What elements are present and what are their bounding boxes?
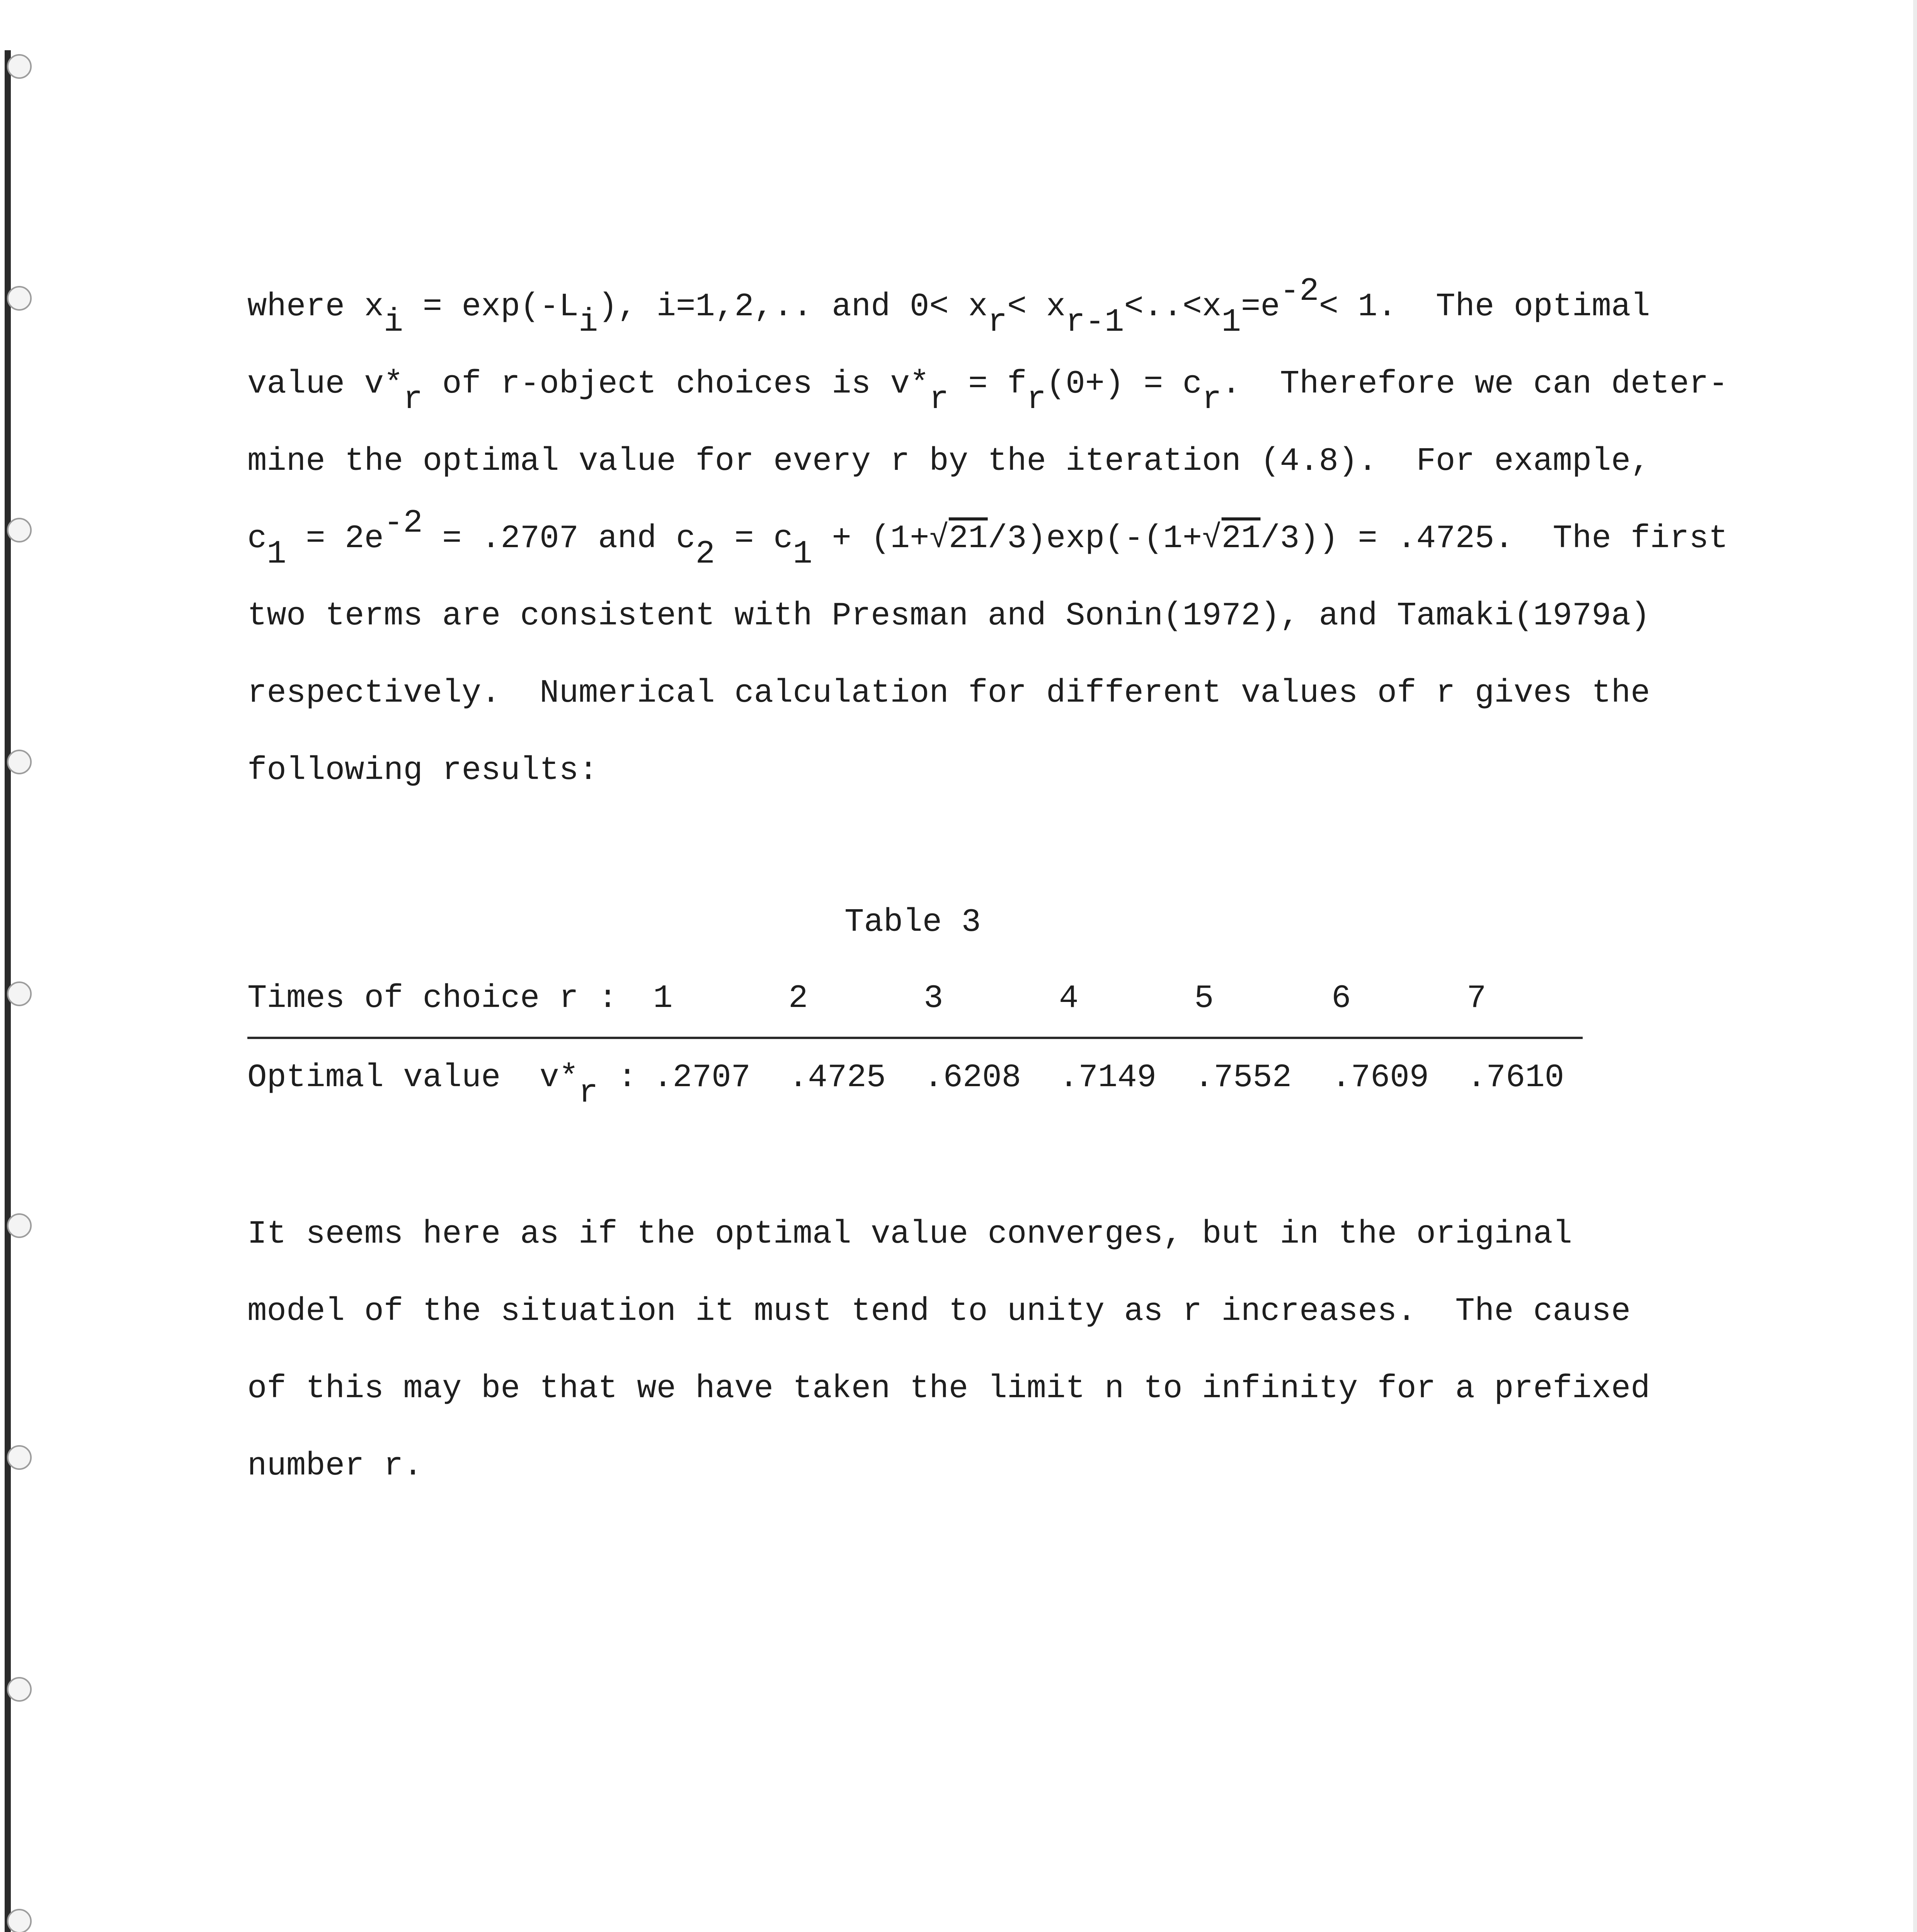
text-run: (0+) = c [1046,366,1202,403]
subscript: r-1 [1066,304,1124,341]
table-rule [247,1037,1583,1039]
binder-hole [7,1213,32,1238]
text-run: /3)) = .4725. The first [1260,520,1728,557]
table-value-cell: .4725 [788,1060,886,1096]
table-value-cell: .7552 [1194,1060,1292,1096]
table-header-cell: 1 [653,980,673,1017]
subscript: r [929,381,949,418]
paragraph2-line3: of this may be that we have taken the limit n to infinity for a prefixed [247,1371,1650,1407]
subscript: r [1202,381,1222,418]
paragraph1-line4 [247,505,1728,573]
text-run: : [598,1060,637,1096]
subscript: i [383,304,403,341]
binder-hole [7,1909,32,1932]
radicand: 21 [948,520,988,557]
binder-hole [7,518,32,543]
subscript: r [403,381,423,418]
text-run: < 1. The optimal [1319,289,1650,325]
table-value-cell: .7610 [1467,1060,1565,1096]
paragraph1-line3: mine the optimal value for every r by the iteration (4.8). For example, [247,443,1650,480]
table-header-cell: 7 [1467,980,1486,1017]
text-run: ), i=1,2,.. and 0< x [598,289,988,325]
subscript: 1 [267,536,286,573]
paragraph1-line7: following results: [247,752,598,789]
subscript: 2 [695,536,715,573]
text-run: where x [247,289,384,325]
table-value-cell: .6208 [924,1060,1021,1096]
text-run: + (1+ [812,520,930,557]
subscript: i [578,304,598,341]
text-run: < x [1007,289,1066,325]
text-run: <..<x [1124,289,1222,325]
binder-hole [7,1677,32,1702]
subscript: r [1027,381,1046,418]
table-header-label: Times of choice r : [247,980,618,1017]
text-run: value v* [247,366,403,403]
paragraph2-line1: It seems here as if the optimal value converges, but in the original [247,1216,1572,1253]
text-run: /3)exp(-(1+ [987,520,1202,557]
paragraph2-line4: number r. [247,1448,423,1485]
subscript: r [987,304,1007,341]
text-run: = .2707 and c [422,520,696,557]
text-run: = c [715,520,793,557]
table-value-cell: .7149 [1059,1060,1157,1096]
subscript: 1 [1221,304,1241,341]
text-run: = f [948,366,1027,403]
table-value-cell: .2707 [653,1060,751,1096]
table-header-cell: 5 [1194,980,1214,1017]
binder-hole [7,54,32,79]
superscript: -2 [383,505,423,542]
table-header-cell: 6 [1331,980,1351,1017]
text-run: = 2e [286,520,384,557]
page-edge-right [1913,0,1917,1932]
paragraph1-line5: two terms are consistent with Presman and Sonin(1972), and Tamaki(1979a) [247,598,1650,634]
text-run: Optimal value v* [247,1060,579,1096]
paragraph1-line2 [247,365,1728,418]
table-caption: Table 3 [844,904,981,941]
text-run: =e [1241,289,1280,325]
subscript: 1 [793,536,812,573]
table-header-cell: 2 [788,980,808,1017]
paragraph1-line1 [247,273,1650,341]
superscript: -2 [1280,273,1319,310]
radicand: 21 [1221,520,1261,557]
binder-hole [7,981,32,1006]
table-row-label [247,1059,637,1112]
text-run: . Therefore we can deter- [1221,366,1728,403]
binder-hole [7,750,32,774]
sqrt-sign: √ [1202,520,1222,557]
sqrt-sign: √ [929,520,949,557]
table-header-cell: 4 [1059,980,1079,1017]
subscript: r [578,1075,598,1112]
binder-hole [7,1445,32,1470]
text-run: = exp(-L [403,289,579,325]
table-value-cell: .7609 [1331,1060,1429,1096]
paragraph2-line2: model of the situation it must tend to unity as r increases. The cause [247,1293,1631,1330]
binder-hole [7,286,32,311]
table-header-cell: 3 [924,980,943,1017]
text-run: c [247,520,267,557]
text-run: of r-object choices is v* [422,366,930,403]
paragraph1-line6: respectively. Numerical calculation for different values of r gives the [247,675,1650,712]
